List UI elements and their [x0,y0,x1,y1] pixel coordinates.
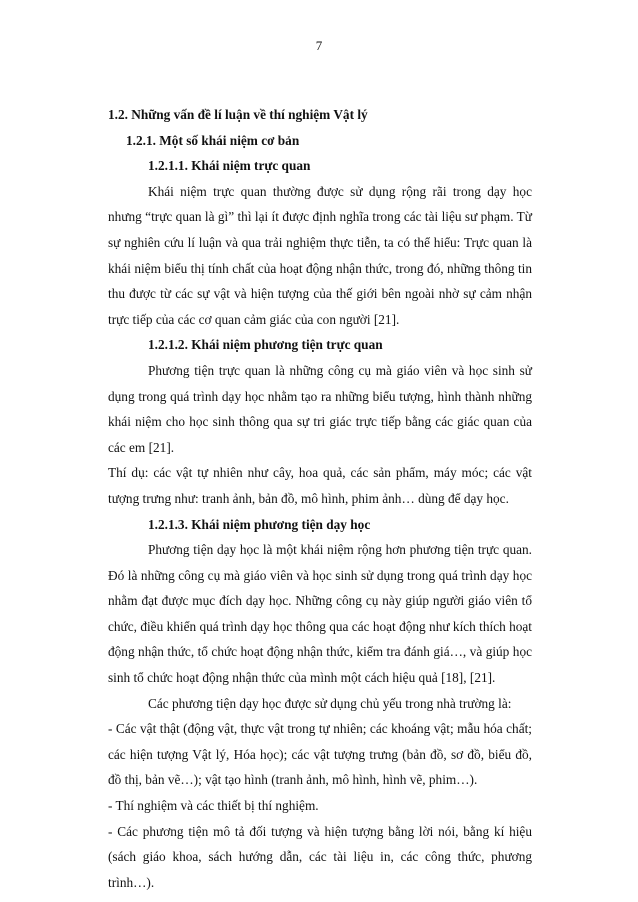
paragraph-visual-means-example: Thí dụ: các vật tự nhiên như cây, hoa quả, các sản phẩm, máy móc; các vật tượng trưng như: tranh ảnh, bản đồ, mô hình, phim ảnh… dùng để dạy học. [108,465,532,506]
list-item-real-objects: - Các vật thật (động vật, thực vật trong tự nhiên; các khoáng vật; mẫu hóa chất; các hiện tượng Vật lý, Hóa học); các vật tượng trưng (bản đồ, sơ đồ, biểu đồ, đồ thị, bản vẽ…); vật tạo hình (tranh ảnh, mô hình, hình vẽ, phim…). [108,721,532,788]
list-item-experiments: - Thí nghiệm và các thiết bị thí nghiệm. [108,798,319,814]
paragraph-teaching-means-definition: Phương tiện dạy học là một khái niệm rộng hơn phương tiện trực quan. Đó là những công cụ mà giáo viên và học sinh sử dụng trong quá trình dạy học nhằm đạt được mục đích dạy học. Những công cụ này giúp người giáo viên tổ chức, điều khiển quá trình dạy học thông qua các hoạt động như kích thích hoạt động nhận thức, tổ chức hoạt động nhận thức, kiểm tra đánh giá…, và giúp học sinh tổ chức hoạt động nhận thức của mình một cách hiệu quả [18], [21]. [108,542,532,686]
paragraph-visual-means-definition: Phương tiện trực quan là những công cụ mà giáo viên và học sinh sử dụng trong quá trình dạy học nhằm tạo ra những biểu tượng, hình thành những khái niệm cho học sinh thông qua sự tri giác trực tiếp bằng các giác quan của các em [21]. [108,362,532,455]
list-item-description-means: - Các phương tiện mô tả đối tượng và hiện tượng bằng lời nói, bằng kí hiệu (sách giáo khoa, sách hướng dẫn, các tài liệu in, các công thức, phương trình…). [108,823,532,890]
paragraph-visual-definition: Khái niệm trực quan thường được sử dụng rộng rãi trong dạy học nhưng “trực quan là gì” thì lại ít được định nghĩa trong các tài liệu sư phạm. Từ sự nghiên cứu lí luận và qua trải nghiệm thực tiễn, ta có thể hiểu: Trực quan là khái niệm biểu thị tính chất của hoạt động nhận thức, trong đó, những thông tin thu được từ các sự vật và hiện tượng của thế giới bên ngoài nhờ sự cảm nhận trực tiếp của các cơ quan cảm giác của con người [21]. [108,183,532,327]
item-heading-visual-means: 1.2.1.2. Khái niệm phương tiện trực quan [148,337,383,353]
item-heading-teaching-means: 1.2.1.3. Khái niệm phương tiện dạy học [148,516,371,532]
section-heading: 1.2. Những vấn đề lí luận về thí nghiệm Vật lý [108,107,368,122]
paragraph-teaching-means-intro: Các phương tiện dạy học được sử dụng chủ yếu trong nhà trường là: [148,695,512,711]
item-heading-visual: 1.2.1.1. Khái niệm trực quan [148,158,311,174]
page-number: 7 [315,38,323,53]
subsection-heading: 1.2.1. Một số khái niệm cơ bản [126,132,300,148]
page-content [108,102,532,895]
